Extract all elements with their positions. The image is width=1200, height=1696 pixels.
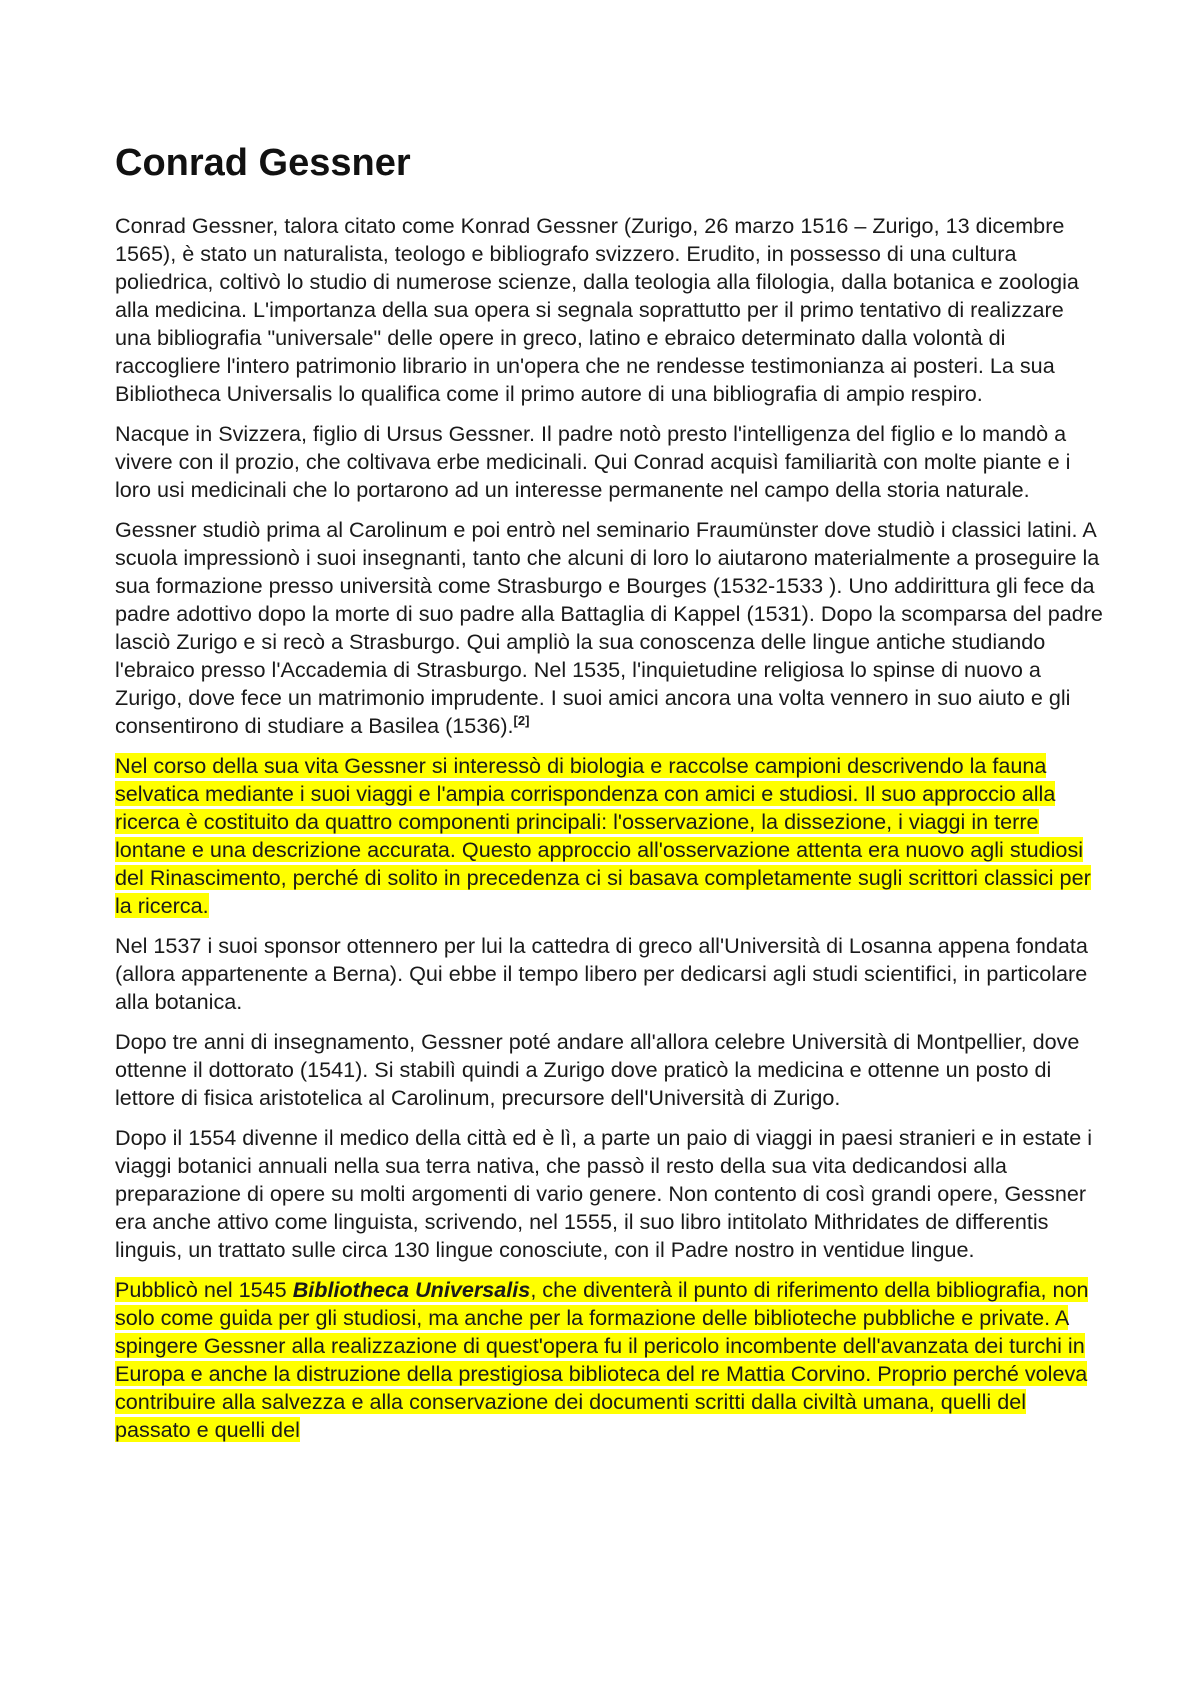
highlighted-text: [115, 1277, 1088, 1442]
paragraph-bibliotheca: [115, 1276, 1105, 1444]
bibliotheca-lead: Pubblicò nel 1545: [115, 1277, 293, 1302]
paragraph-biology: [115, 752, 1105, 920]
paragraph-physician: Dopo il 1554 divenne il medico della città ed è lì, a parte un paio di viaggi in paesi stranieri e in estate i viaggi botanici annuali nella sua terra nativa, che passò il resto della sua vita dedicandosi alla preparazione di opere su molti argomenti di vario genere. Non contento di così grandi opere, Gessner era anche attivo come linguista, scrivendo, nel 1555, il suo libro intitolato Mithridates de differentis linguis, un trattato sulle circa 130 lingue conosciute, con il Padre nostro in ventidue lingue.: [115, 1125, 1093, 1262]
highlighted-text: Nel corso della sua vita Gessner si interessò di biologia e raccolse campioni descrivendo la fauna selvatica mediante i suoi viaggi e l'ampia corrispondenza con amici e studiosi. Il suo approccio alla ricerca è costituito da quattro componenti principali: l'osservazione, la dissezione, i viaggi in terre lontane e una descrizione accurata. Questo approccio all'osservazione attenta era nuovo agli studiosi del Rinascimento, perché di solito in precedenza ci si basava completamente sugli scrittori classici per la ricerca.: [115, 753, 1091, 918]
paragraph-education: [115, 516, 1105, 740]
paragraph-education-text: Gessner studiò prima al Carolinum e poi entrò nel seminario Fraumünster dove studiò i classici latini. A scuola impressionò i suoi insegnanti, tanto che alcuni di loro lo aiutarono materialmente a proseguire la sua formazione presso università come Strasburgo e Bourges (1532-1533 ). Uno addirittura gli fece da padre adottivo dopo la morte di suo padre alla Battaglia di Kappel (1531). Dopo la scomparsa del padre lasciò Zurigo e si recò a Strasburgo. Qui ampliò la sua conoscenza delle lingue antiche studiando l'ebraico presso l'Accademia di Strasburgo. Nel 1535, l'inquietudine religiosa lo spinse di nuovo a Zurigo, dove fece un matrimonio imprudente. I suoi amici ancora una volta vennero in suo aiuto e gli consentirono di studiare a Basilea (1536).: [115, 517, 1103, 738]
paragraph-birth: Nacque in Svizzera, figlio di Ursus Gessner. Il padre notò presto l'intelligenza del figlio e lo mandò a vivere con il prozio, che coltivava erbe medicinali. Qui Conrad acquisì familiarità con molte piante e i loro usi medicinali che lo portarono ad un interesse permanente nel campo della storia naturale.: [115, 421, 1071, 502]
paragraph-montpellier: Dopo tre anni di insegnamento, Gessner poté andare all'allora celebre Università di Montpellier, dove ottenne il dottorato (1541). Si stabilì quindi a Zurigo dove praticò la medicina e ottenne un posto di lettore di fisica aristotelica al Carolinum, precursore dell'Università di Zurigo.: [115, 1029, 1080, 1110]
paragraph-intro: Conrad Gessner, talora citato come Konrad Gessner (Zurigo, 26 marzo 1516 – Zurigo, 13 dicembre 1565), è stato un naturalista, teologo e bibliografo svizzero. Erudito, in possesso di una cultura poliedrica, coltivò lo studio di numerose scienze, dalla teologia alla filologia, dalla botanica e zoologia alla medicina. L'importanza della sua opera si segnala soprattutto per il primo tentativo di realizzare una bibliografia "universale" delle opere in greco, latino e ebraico determinato dalla volontà di raccogliere l'intero patrimonio librario in un'opera che ne rendesse testimonianza ai posteri. La sua Bibliotheca Universalis lo qualifica come il primo autore di una bibliografia di ampio respiro.: [115, 213, 1079, 406]
document-page: [115, 140, 1105, 1456]
bibliotheca-title: Bibliotheca Universalis: [292, 1277, 531, 1302]
bibliotheca-rest: , che diventerà il punto di riferimento della bibliografia, non solo come guida per gli studiosi, ma anche per la formazione delle biblioteche pubbliche e private. A spingere Gessner alla realizzazione di quest'opera fu il pericolo incombente dell'avanzata dei turchi in Europa e anche la distruzione della prestigiosa biblioteca del re Mattia Corvino. Proprio perché voleva contribuire alla salvezza e alla conservazione dei documenti scritti dalla civiltà umana, quelli del passato e quelli del: [115, 1277, 1089, 1442]
paragraph-lausanne: Nel 1537 i suoi sponsor ottennero per lui la cattedra di greco all'Università di Losanna appena fondata (allora appartenente a Berna). Qui ebbe il tempo libero per dedicarsi agli studi scientifici, in particolare alla botanica.: [115, 933, 1088, 1014]
page-title: Conrad Gessner: [115, 142, 411, 184]
reference-link[interactable]: [2]: [513, 712, 530, 728]
